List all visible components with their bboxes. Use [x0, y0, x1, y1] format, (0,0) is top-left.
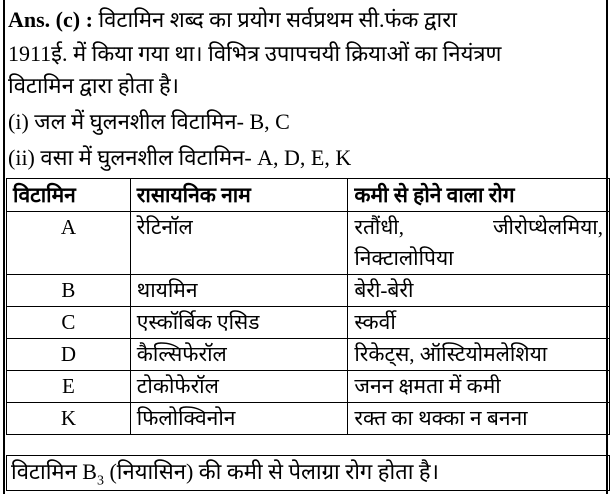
disease-cell: स्कर्वी — [348, 307, 610, 339]
vitamin-cell: B — [7, 275, 131, 307]
table-row — [7, 212, 610, 275]
disease-cell: रक्त का थक्का न बनना — [348, 403, 610, 435]
disease-cell: जनन क्षमता में कमी — [348, 371, 610, 403]
disease-cell: रिकेट्स, ऑस्टियोमलेशिया — [348, 339, 610, 371]
header-vitamin: विटामिन — [7, 179, 131, 212]
disease-cell: बेरी-बेरी — [348, 275, 610, 307]
note-box — [6, 455, 610, 491]
table-row — [7, 403, 610, 435]
fat-soluble-line: (ii) वसा में घुलनशील विटामिन- A, D, E, K — [8, 145, 352, 170]
note-subscript: 3 — [96, 473, 104, 489]
answer-label: Ans. (c) : — [8, 7, 93, 32]
vitamin-table — [6, 178, 610, 435]
vitamin-cell: D — [7, 339, 131, 371]
chemical-cell: एस्कॉर्बिक एसिड — [130, 307, 348, 339]
disease-line-2: निक्टालोपिया — [354, 246, 454, 270]
chemical-cell: टोकोफेरॉल — [130, 371, 348, 403]
table-row — [7, 371, 610, 403]
answer-line-1 — [8, 4, 608, 36]
header-chemical-name: रासायनिक नाम — [130, 179, 348, 212]
answer-line-3: विटामिन द्वारा होता है। — [8, 73, 179, 98]
table-row — [7, 339, 610, 371]
chemical-cell: रेटिनॉल — [130, 212, 348, 275]
table-header-row — [7, 179, 610, 212]
table-row — [7, 307, 610, 339]
note-prefix: विटामिन B — [11, 459, 97, 484]
note-suffix: (नियासिन) की कमी से पेलाग्रा रोग होता है। — [103, 459, 439, 484]
vitamin-cell: C — [7, 307, 131, 339]
vitamin-cell: A — [7, 212, 131, 275]
disease-part-2: जीरोप्थेलमिया, — [492, 215, 603, 239]
answer-line-2: 1911ई. में किया गया था। विभित्र उपापचयी क्रियाओं का नियंत्रण — [8, 41, 502, 66]
vitamin-cell: K — [7, 403, 131, 435]
table-row — [7, 275, 610, 307]
water-soluble-line: (i) जल में घुलनशील विटामिन- B, C — [8, 109, 290, 134]
disease-cell — [348, 212, 610, 275]
chemical-cell: कैल्सिफेरॉल — [130, 339, 348, 371]
answer-text-1: विटामिन शब्द का प्रयोग सर्वप्रथम सी.फंक द्वारा — [98, 7, 457, 32]
disease-part-1: रतौंधी, — [354, 215, 404, 239]
chemical-cell: थायमिन — [130, 275, 348, 307]
vitamin-cell: E — [7, 371, 131, 403]
chemical-cell: फिलोक्विनोन — [130, 403, 348, 435]
header-deficiency-disease: कमी से होने वाला रोग — [348, 179, 610, 212]
